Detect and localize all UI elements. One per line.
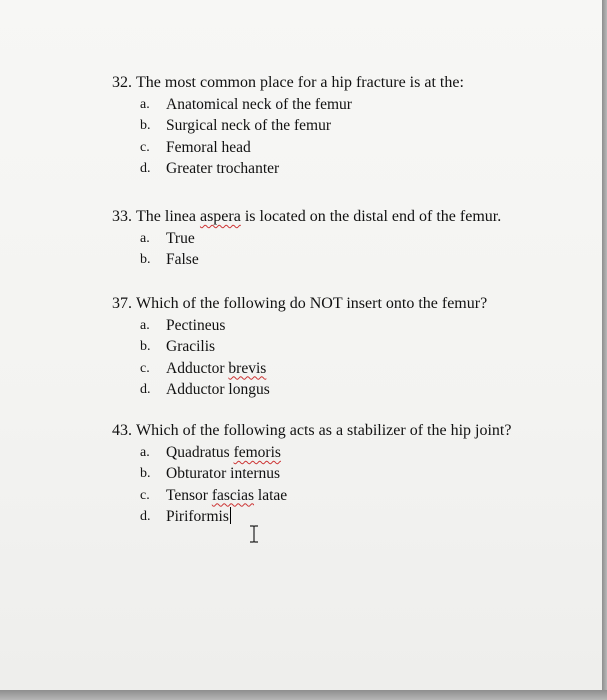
- question-stem: [112, 206, 501, 228]
- question-text: Which of the following acts as a stabilizer of the hip joint?: [136, 422, 512, 439]
- question-43: [112, 420, 511, 527]
- option-letter: a.: [140, 318, 150, 333]
- option-text: Femoral head: [166, 138, 251, 156]
- ibeam-cursor-icon: [248, 525, 260, 543]
- option-text: Adductor: [166, 359, 229, 377]
- option-letter: b.: [140, 466, 151, 482]
- answer-option: [112, 249, 501, 270]
- option-letter: a.: [140, 97, 150, 112]
- answer-option: [112, 315, 487, 336]
- option-text: True: [166, 230, 195, 247]
- text-insertion-caret: [230, 507, 231, 524]
- spellcheck-flagged-word[interactable]: femoris: [233, 444, 281, 461]
- answer-options: [112, 315, 487, 400]
- answer-option: [112, 336, 487, 357]
- question-stem: [112, 293, 487, 315]
- question-number: 32.: [112, 74, 132, 91]
- option-letter: b.: [140, 252, 151, 268]
- question-32: [112, 72, 464, 179]
- option-letter: d.: [140, 508, 151, 524]
- answer-option: [112, 442, 511, 463]
- option-letter: b.: [140, 118, 151, 134]
- answer-option: [112, 115, 464, 136]
- option-text: Adductor longus: [166, 380, 270, 398]
- spellcheck-flagged-word[interactable]: fascias: [211, 486, 255, 504]
- answer-options: [112, 442, 511, 527]
- question-number: 43.: [112, 422, 132, 439]
- spellcheck-flagged-word[interactable]: aspera: [199, 208, 241, 225]
- question-stem: [112, 72, 464, 94]
- option-letter: d.: [140, 160, 151, 176]
- option-text: Pectineus: [166, 317, 226, 334]
- answer-option: [112, 228, 501, 249]
- answer-option: [112, 463, 511, 484]
- option-letter: c.: [140, 487, 150, 503]
- option-letter: c.: [140, 139, 150, 155]
- question-text: Which of the following do NOT insert onto the femur?: [136, 295, 488, 312]
- question-text: The most common place for a hip fracture is at the:: [136, 74, 464, 91]
- question-stem: [112, 420, 511, 442]
- page-edge-shadow: [602, 0, 607, 700]
- answer-option: [112, 94, 464, 115]
- question-33: [112, 206, 501, 271]
- question-37: [112, 293, 487, 400]
- question-text-start: The linea: [136, 208, 200, 225]
- spellcheck-flagged-word[interactable]: brevis: [228, 359, 267, 377]
- answer-option: [112, 506, 511, 527]
- option-letter: c.: [140, 360, 150, 376]
- answer-options: [112, 228, 501, 271]
- option-text-end: latae: [254, 486, 288, 504]
- answer-option: [112, 485, 511, 506]
- answer-option: [112, 137, 464, 158]
- option-text[interactable]: Piriformis: [166, 507, 229, 525]
- answer-option: [112, 358, 487, 379]
- option-letter: a.: [140, 231, 150, 246]
- page-edge-shadow: [0, 690, 607, 700]
- answer-option: [112, 379, 487, 400]
- option-text: Obturator internus: [166, 465, 281, 483]
- answer-option: [112, 158, 464, 179]
- option-text: Tensor: [166, 486, 212, 504]
- question-number: 33.: [112, 208, 132, 225]
- option-text: False: [166, 251, 199, 269]
- option-letter: d.: [140, 381, 151, 397]
- option-text: Quadratus: [166, 444, 234, 461]
- question-text-end: is located on the distal end of the femur.: [240, 208, 502, 225]
- answer-options: [112, 94, 464, 179]
- question-number: 37.: [112, 295, 132, 312]
- option-text: Surgical neck of the femur: [166, 117, 331, 135]
- option-letter: b.: [140, 339, 151, 355]
- option-text: Anatomical neck of the femur: [166, 96, 352, 113]
- option-text: Gracilis: [166, 338, 216, 356]
- option-text: Greater trochanter: [166, 159, 280, 177]
- option-letter: a.: [140, 445, 150, 460]
